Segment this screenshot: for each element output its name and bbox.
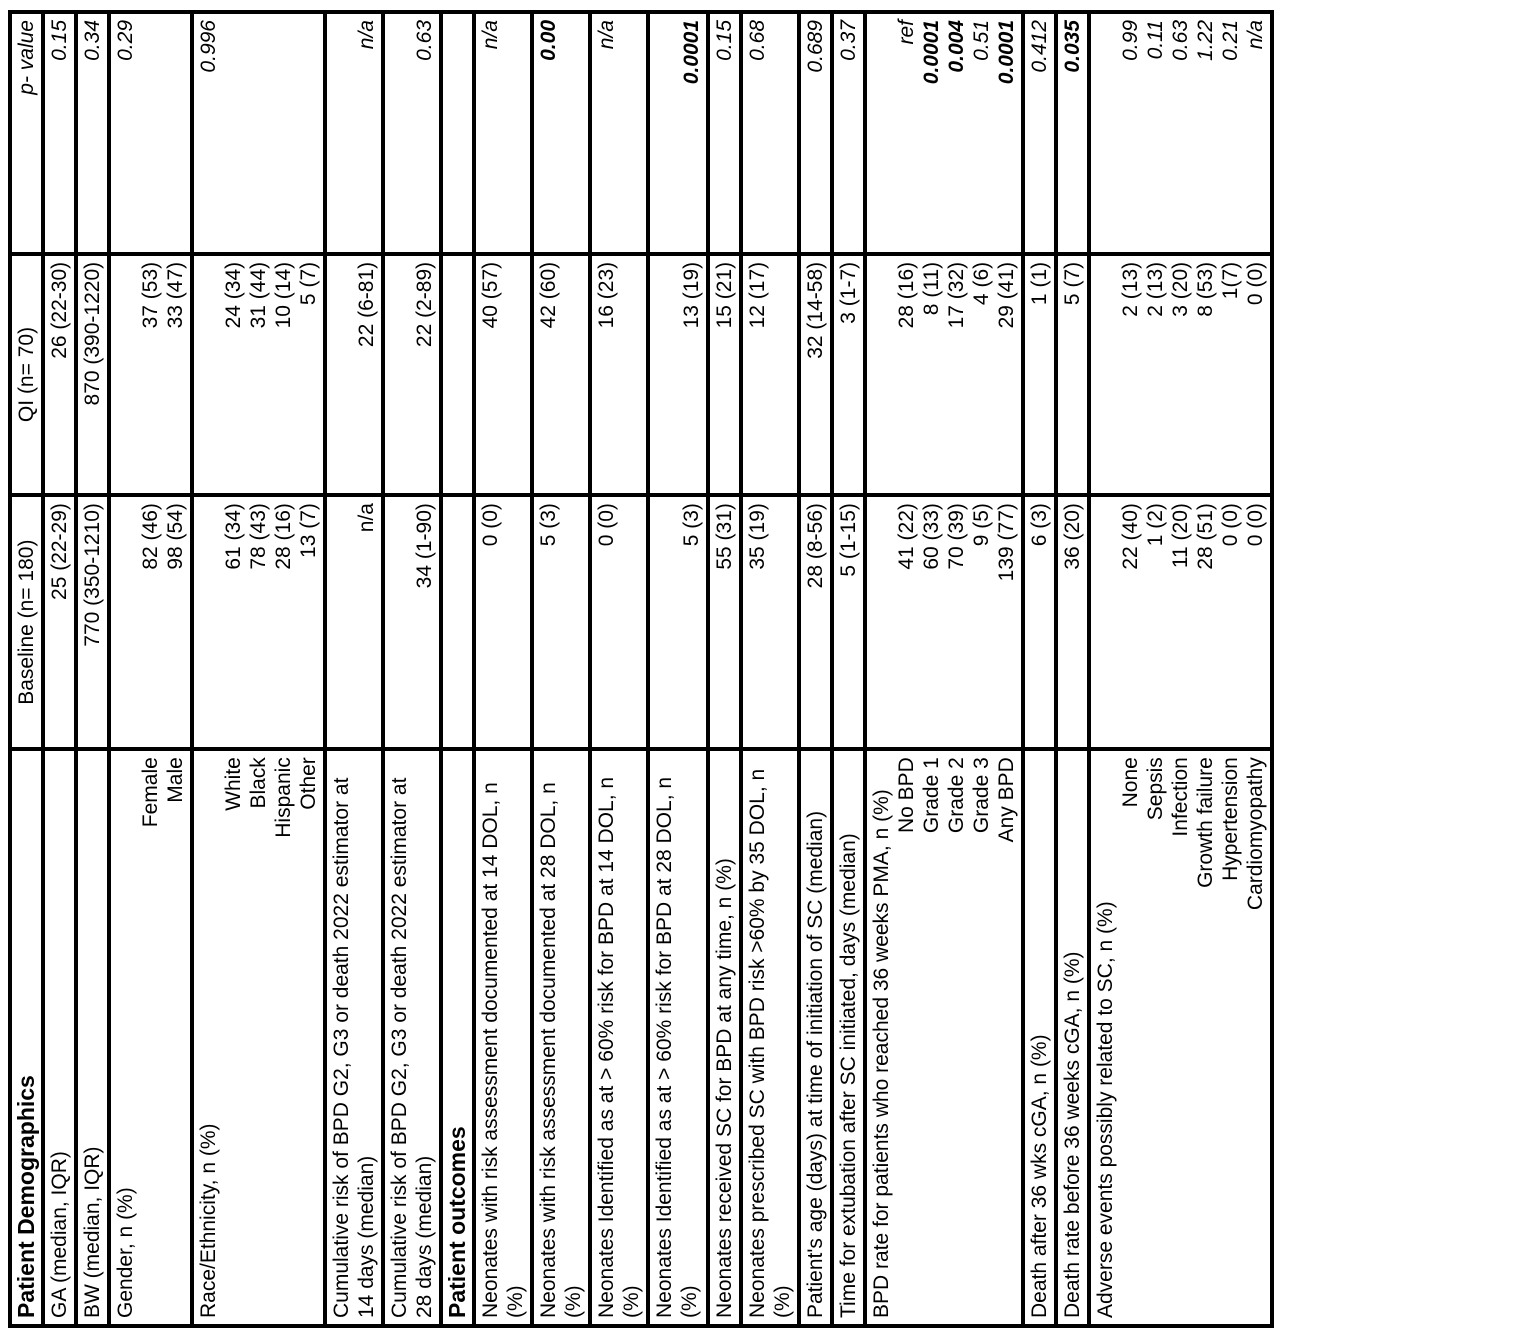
qi-cell bbox=[1089, 254, 1272, 495]
sub-label: Infection bbox=[1169, 757, 1192, 837]
qi-value: 15 (21) bbox=[708, 254, 741, 495]
p-value: 0.51 bbox=[970, 20, 993, 61]
p-value: 0.035 bbox=[1056, 12, 1089, 254]
p-value: n/a bbox=[474, 12, 532, 254]
p-value: 0.34 bbox=[76, 12, 109, 254]
table-row bbox=[708, 12, 741, 1326]
p-value: 0.68 bbox=[741, 12, 799, 254]
baseline-value: 25 (22-29) bbox=[43, 495, 76, 749]
p-value: 1.22 bbox=[1194, 20, 1217, 61]
row-label: Neonates with risk assessment documented at 14 DOL, n (%) bbox=[474, 749, 532, 1326]
baseline-value: 13 (7) bbox=[297, 503, 320, 558]
qi-value: 32 (14-58) bbox=[799, 254, 832, 495]
baseline-value: 36 (20) bbox=[1056, 495, 1089, 749]
qi-value: 42 (60) bbox=[532, 254, 590, 495]
qi-value: 2 (13) bbox=[1144, 261, 1167, 317]
patient-table bbox=[8, 10, 1274, 1328]
baseline-value: 11 (20) bbox=[1169, 503, 1192, 569]
row-label: Neonates received SC for BPD at any time, n (%) bbox=[708, 749, 741, 1326]
sub-label: Grade 2 bbox=[945, 757, 968, 834]
qi-value: 29 (41) bbox=[995, 261, 1018, 329]
baseline-value: 98 (54) bbox=[164, 503, 187, 570]
qi-cell bbox=[865, 254, 1023, 495]
baseline-value: 1 (2) bbox=[1144, 503, 1167, 547]
baseline-value: 22 (40) bbox=[1119, 503, 1142, 570]
sub-label: Black bbox=[247, 757, 270, 809]
baseline-value: 9 (5) bbox=[970, 503, 993, 547]
baseline-value: 0 (0) bbox=[474, 495, 532, 749]
baseline-value: 5 (3) bbox=[532, 495, 590, 749]
row-label: Neonates Identified as at > 60% risk for BPD at 28 DOL, n (%) bbox=[653, 776, 701, 1318]
table-row bbox=[383, 12, 441, 1326]
row-label: Cumulative risk of BPD G2, G3 or death 2022 estimator at 28 days (median) bbox=[383, 749, 441, 1326]
qi-value: 1(7) bbox=[1219, 261, 1242, 300]
gender-cell bbox=[109, 749, 192, 1326]
qi-value: 40 (57) bbox=[474, 254, 532, 495]
p-value: 0.63 bbox=[1169, 20, 1192, 61]
row-label: GA (median, IQR) bbox=[43, 749, 76, 1326]
baseline-value: 34 (1-90) bbox=[383, 495, 441, 749]
sub-label: White bbox=[222, 757, 245, 811]
p-value: 0.99 bbox=[1119, 20, 1142, 61]
baseline-value: 0 (0) bbox=[1219, 503, 1242, 547]
qi-value: 17 (32) bbox=[945, 261, 968, 329]
qi-value: 24 (34) bbox=[222, 261, 245, 329]
qi-value: 870 (390-1220) bbox=[76, 254, 109, 495]
row-label: Neonates Identified as at > 60% risk for BPD at 14 DOL, n (%) bbox=[590, 749, 648, 1326]
pvalue-cell bbox=[1089, 12, 1272, 254]
qi-cell bbox=[192, 254, 325, 495]
row-label: Patient's age (days) at time of initiation of SC (median) bbox=[799, 749, 832, 1326]
sub-label: Hispanic bbox=[272, 757, 295, 838]
p-value: n/a bbox=[590, 12, 648, 254]
table-row bbox=[474, 12, 532, 1326]
section-row-outcomes bbox=[441, 12, 474, 1326]
baseline-value: 5 (1-15) bbox=[832, 495, 865, 749]
baseline-value: 41 (22) bbox=[895, 503, 918, 570]
qi-value: 3 (1-7) bbox=[832, 254, 865, 495]
col-header-qi: QI (n= 70) bbox=[10, 254, 43, 495]
baseline-value: 78 (43) bbox=[247, 503, 270, 570]
col-header-baseline: Baseline (n= 180) bbox=[10, 495, 43, 749]
p-value: 0.004 bbox=[945, 20, 968, 73]
table-row-gender bbox=[109, 12, 192, 1326]
qi-value: 10 (14) bbox=[272, 261, 295, 329]
table-row bbox=[1056, 12, 1089, 1326]
baseline-value: 139 (77) bbox=[995, 503, 1018, 582]
row-label: Time for extubation after SC initiated, days (median) bbox=[832, 749, 865, 1326]
table-row bbox=[43, 12, 76, 1326]
baseline-value: 55 (31) bbox=[708, 495, 741, 749]
table-row bbox=[799, 12, 832, 1326]
qi-value: 3 (20) bbox=[1169, 261, 1192, 317]
sub-label: Cardiomyopathy bbox=[1244, 757, 1267, 911]
p-value: 0.11 bbox=[1144, 20, 1167, 60]
qi-value: 4 (6) bbox=[970, 261, 993, 306]
table-row-bpd bbox=[865, 12, 1023, 1326]
sub-label: Other bbox=[297, 757, 320, 810]
section-title-outcomes: Patient outcomes bbox=[441, 749, 474, 1326]
p-value: 0.15 bbox=[43, 12, 76, 254]
baseline-cell bbox=[192, 495, 325, 749]
sub-label: No BPD bbox=[895, 757, 918, 834]
qi-value: 5 (7) bbox=[297, 261, 320, 306]
row-label: Cumulative risk of BPD G2, G3 or death 2022 estimator at 14 days (median) bbox=[325, 749, 383, 1326]
table-row bbox=[741, 12, 799, 1326]
qi-value: 22 (2-89) bbox=[383, 254, 441, 495]
table-row-adverse-events bbox=[1089, 12, 1272, 1326]
p-value: n/a bbox=[1244, 20, 1267, 50]
row-label: Adverse events possibly related to SC, n (%) bbox=[1094, 901, 1117, 1318]
table-row bbox=[648, 12, 708, 1326]
pvalue-cell bbox=[865, 12, 1023, 254]
sub-label: Sepsis bbox=[1144, 757, 1167, 821]
p-value: 0.21 bbox=[1219, 20, 1242, 61]
table-row bbox=[1023, 12, 1056, 1326]
baseline-value: 0 (0) bbox=[1244, 503, 1267, 547]
row-label: BW (median, IQR) bbox=[76, 749, 109, 1326]
baseline-value: 28 (16) bbox=[272, 503, 295, 570]
col-header-pvalue: p- value bbox=[10, 12, 43, 254]
row-label: Neonates with risk assessment documented at 28 DOL, n (%) bbox=[532, 749, 590, 1326]
row-label: Death after 36 wks cGA, n (%) bbox=[1023, 749, 1056, 1326]
qi-value: 37 (53) bbox=[139, 261, 162, 329]
p-value: 0.63 bbox=[383, 12, 441, 254]
qi-value: 8 (53) bbox=[1194, 261, 1217, 317]
sub-label: Grade 1 bbox=[920, 757, 943, 834]
id28-cell bbox=[648, 749, 708, 1326]
row-label: Death rate before 36 weeks cGA, n (%) bbox=[1056, 749, 1089, 1326]
bpd-cell bbox=[865, 749, 1023, 1326]
qi-value: 22 (6-81) bbox=[325, 254, 383, 495]
table-row bbox=[590, 12, 648, 1326]
baseline-cell bbox=[865, 495, 1023, 749]
p-value: ref bbox=[895, 20, 918, 45]
section-title-demographics: Patient Demographics bbox=[10, 749, 43, 1326]
baseline-value: 61 (34) bbox=[222, 503, 245, 570]
sub-label: None bbox=[1119, 757, 1142, 808]
qi-value: 0 (0) bbox=[1244, 261, 1267, 306]
sub-label: Hypertension bbox=[1219, 757, 1242, 881]
qi-value: 8 (11) bbox=[920, 261, 943, 316]
baseline-value: 28 (51) bbox=[1194, 503, 1217, 570]
qi-value: 13 (19) bbox=[648, 254, 708, 495]
qi-value: 1 (1) bbox=[1023, 254, 1056, 495]
qi-value: 33 (47) bbox=[164, 261, 187, 329]
sub-label: Grade 3 bbox=[970, 757, 993, 834]
baseline-value: 60 (33) bbox=[920, 503, 943, 570]
p-value: 0.0001 bbox=[920, 20, 943, 85]
row-label: Neonates prescribed SC with BPD risk >60% by 35 DOL, n (%) bbox=[741, 749, 799, 1326]
p-value: 0.412 bbox=[1023, 12, 1056, 254]
baseline-cell bbox=[1089, 495, 1272, 749]
baseline-value: 6 (3) bbox=[1023, 495, 1056, 749]
baseline-value: 35 (19) bbox=[741, 495, 799, 749]
qi-value: 26 (22-30) bbox=[43, 254, 76, 495]
baseline-value: 28 (8-56) bbox=[799, 495, 832, 749]
qi-value: 5 (7) bbox=[1056, 254, 1089, 495]
p-value: 0.0001 bbox=[648, 12, 708, 254]
table-row bbox=[832, 12, 865, 1326]
p-value: 0.689 bbox=[799, 12, 832, 254]
sub-label: Any BPD bbox=[995, 757, 1018, 843]
table-row-race bbox=[192, 12, 325, 1326]
ae-cell bbox=[1089, 749, 1272, 1326]
row-label: BPD rate for patients who reached 36 weeks PMA, n (%) bbox=[870, 789, 893, 1318]
p-value: 0.0001 bbox=[995, 20, 1018, 85]
baseline-value: n/a bbox=[325, 495, 383, 749]
baseline-value: 82 (46) bbox=[139, 503, 162, 570]
p-value: 0.29 bbox=[109, 12, 192, 254]
p-value: 0.00 bbox=[532, 12, 590, 254]
p-value: n/a bbox=[325, 12, 383, 254]
row-label: Race/Ethnicity, n (%) bbox=[197, 1123, 220, 1318]
baseline-value: 0 (0) bbox=[590, 495, 648, 749]
qi-value: 28 (16) bbox=[895, 261, 918, 329]
sub-label: Growth failure bbox=[1194, 757, 1217, 888]
baseline-value: 70 (39) bbox=[945, 503, 968, 570]
qi-value: 16 (23) bbox=[590, 254, 648, 495]
row-label: Gender, n (%) bbox=[114, 1187, 137, 1318]
qi-value: 2 (13) bbox=[1119, 261, 1142, 317]
table-row bbox=[76, 12, 109, 1326]
sub-label: Female bbox=[139, 757, 162, 828]
qi-value: 12 (17) bbox=[741, 254, 799, 495]
baseline-value: 770 (350-1210) bbox=[76, 495, 109, 749]
p-value: 0.996 bbox=[192, 12, 325, 254]
p-value: 0.15 bbox=[708, 12, 741, 254]
p-value: 0.37 bbox=[832, 12, 865, 254]
baseline-value: 5 (3) bbox=[648, 495, 708, 749]
table-row bbox=[532, 12, 590, 1326]
qi-value: 31 (44) bbox=[247, 261, 270, 329]
sub-label: Male bbox=[164, 757, 187, 803]
race-cell bbox=[192, 749, 325, 1326]
baseline-cell bbox=[109, 495, 192, 749]
header-row bbox=[10, 12, 43, 1326]
table-row bbox=[325, 12, 383, 1326]
qi-cell bbox=[109, 254, 192, 495]
